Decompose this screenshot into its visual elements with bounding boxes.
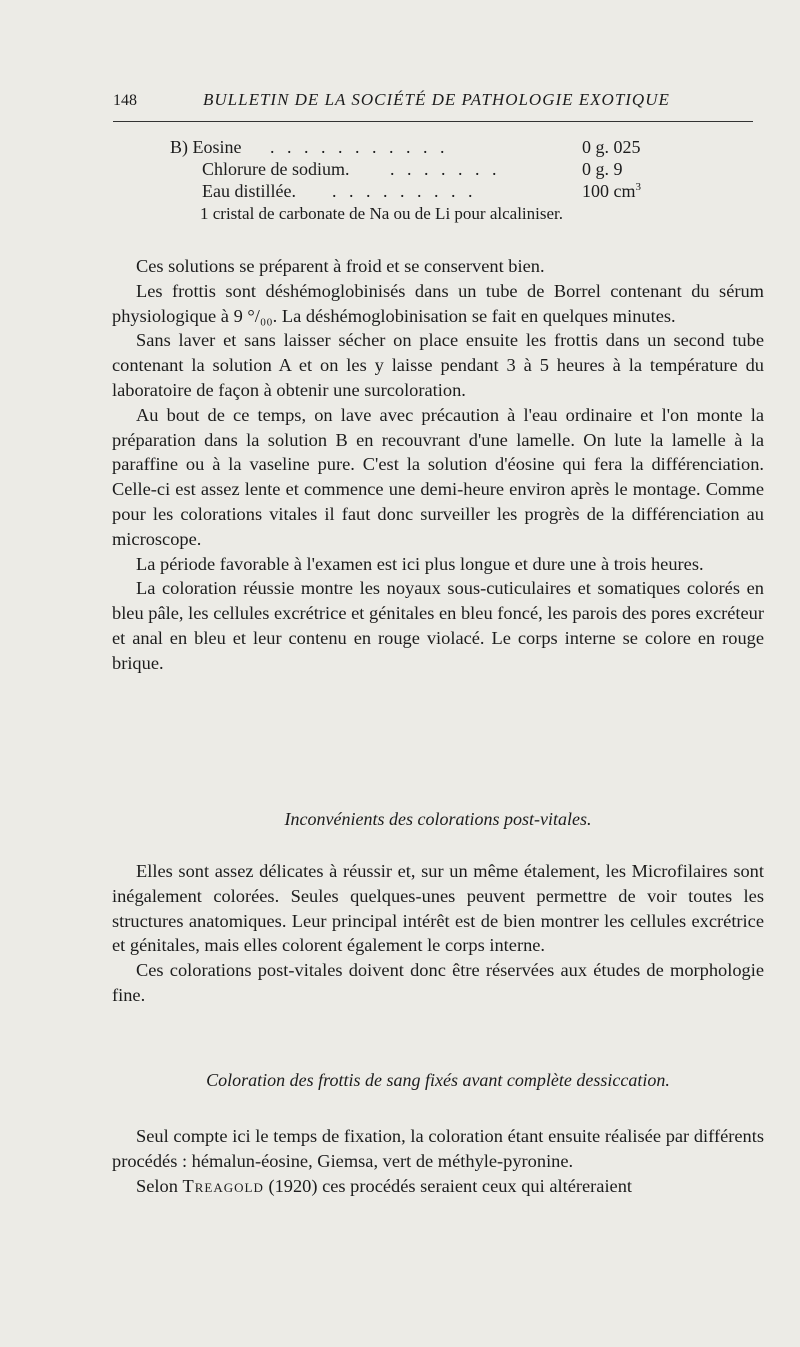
recipe-quantity: 0 g. 025 bbox=[582, 137, 641, 157]
running-header bbox=[113, 88, 753, 114]
header-rule bbox=[113, 121, 753, 122]
page-number: 148 bbox=[113, 92, 137, 109]
recipe-b bbox=[170, 136, 730, 202]
section-heading: Coloration des frottis de sang fixés avant complète dessiccation. bbox=[206, 1070, 670, 1090]
paragraph: Sans laver et sans laisser sécher on place ensuite les frottis dans un second tube contenant la solution A et on les y laisse pendant 3 à 5 heures à la température du laboratoire de façon à obtenir une surcoloration. bbox=[112, 330, 764, 400]
paragraph: Ces colorations post-vitales doivent donc être réservées aux études de morphologie fine. bbox=[112, 960, 764, 1005]
paragraph: La coloration réussie montre les noyaux sous-cuticulaires et somatiques colorés en bleu pâle, les cellules excrétrice et génitales en bleu foncé, les parois des pores excréteur et anal en bleu et leur contenu en rouge violacé. Le corps interne se colore en rouge brique. bbox=[112, 578, 764, 673]
recipe-label: B) bbox=[170, 137, 188, 157]
superscript: 3 bbox=[635, 181, 641, 193]
recipe-row-chlorure bbox=[170, 158, 730, 180]
paragraph: Elles sont assez délicates à réussir et, sur un même étalement, les Microfilaires sont inégalement colorées. Seules quelques-unes peuvent permettre de voir toutes les structures anatomiques. Leur principal intérêt est de bien montrer les cellules excrétrice et génitales, mais elles colorent également le corps interne. bbox=[112, 861, 764, 956]
paragraph: Au bout de ce temps, on lave avec précaution à l'eau ordinaire et l'on monte la préparation dans la solution B en recouvrant d'une lamelle. On lute la lamelle à la paraffine ou à la vaseline pure. C'est la solution d'éosine qui fera la différenciation. Celle-ci est assez lente et commence une demi-heure environ après le montage. Comme pour les colorations vitales il faut donc surveiller les progrès de la différenciation au microscope. bbox=[112, 404, 764, 549]
recipe-ingredient: Chlorure de sodium. bbox=[202, 159, 350, 179]
paragraph: Ces solutions se préparent à froid et se conservent bien. bbox=[136, 256, 545, 276]
recipe-ingredient: Eau distillée. bbox=[202, 181, 296, 201]
section-post-vital-method bbox=[112, 254, 764, 676]
recipe-note: 1 cristal de carbonate de Na ou de Li pour alcaliniser. bbox=[200, 204, 563, 223]
author-name: Treagold bbox=[182, 1175, 264, 1196]
section-fixed-smears bbox=[112, 1124, 764, 1198]
paragraph: Les frottis sont déshémoglobinisés dans un tube de Borrel contenant du sérum physiologique à 9 °/₀₀. La déshémoglobinisation se fait en quelques minutes. bbox=[112, 280, 764, 326]
paragraph: Seul compte ici le temps de fixation, la coloration étant ensuite réalisée par différents procédés : hémalun-éosine, Giemsa, vert de méthyle-pyronine. bbox=[112, 1126, 764, 1171]
section-heading: Inconvénients des colorations post-vitales. bbox=[284, 809, 592, 829]
section-inconvenients bbox=[112, 859, 764, 1008]
paragraph-last: Selon Treagold (1920) ces procédés seraient ceux qui altéreraient bbox=[136, 1175, 633, 1196]
recipe-row-eosine bbox=[170, 136, 730, 158]
recipe-quantity: 100 $cm^3$ bbox=[582, 181, 641, 201]
recipe-row-eau bbox=[170, 180, 730, 202]
leader-dots: . . . . . . . bbox=[390, 159, 501, 179]
running-title: BULLETIN DE LA SOCIÉTÉ DE PATHOLOGIE EXOTIQUE bbox=[203, 90, 670, 109]
paragraph: La période favorable à l'examen est ici plus longue et dure une à trois heures. bbox=[136, 553, 704, 574]
recipe-ingredient: Eosine bbox=[192, 137, 242, 157]
leader-dots: . . . . . . . . . . . bbox=[270, 137, 449, 157]
leader-dots: . . . . . . . . . bbox=[332, 181, 477, 201]
recipe-quantity: 0 g. 9 bbox=[582, 159, 623, 179]
